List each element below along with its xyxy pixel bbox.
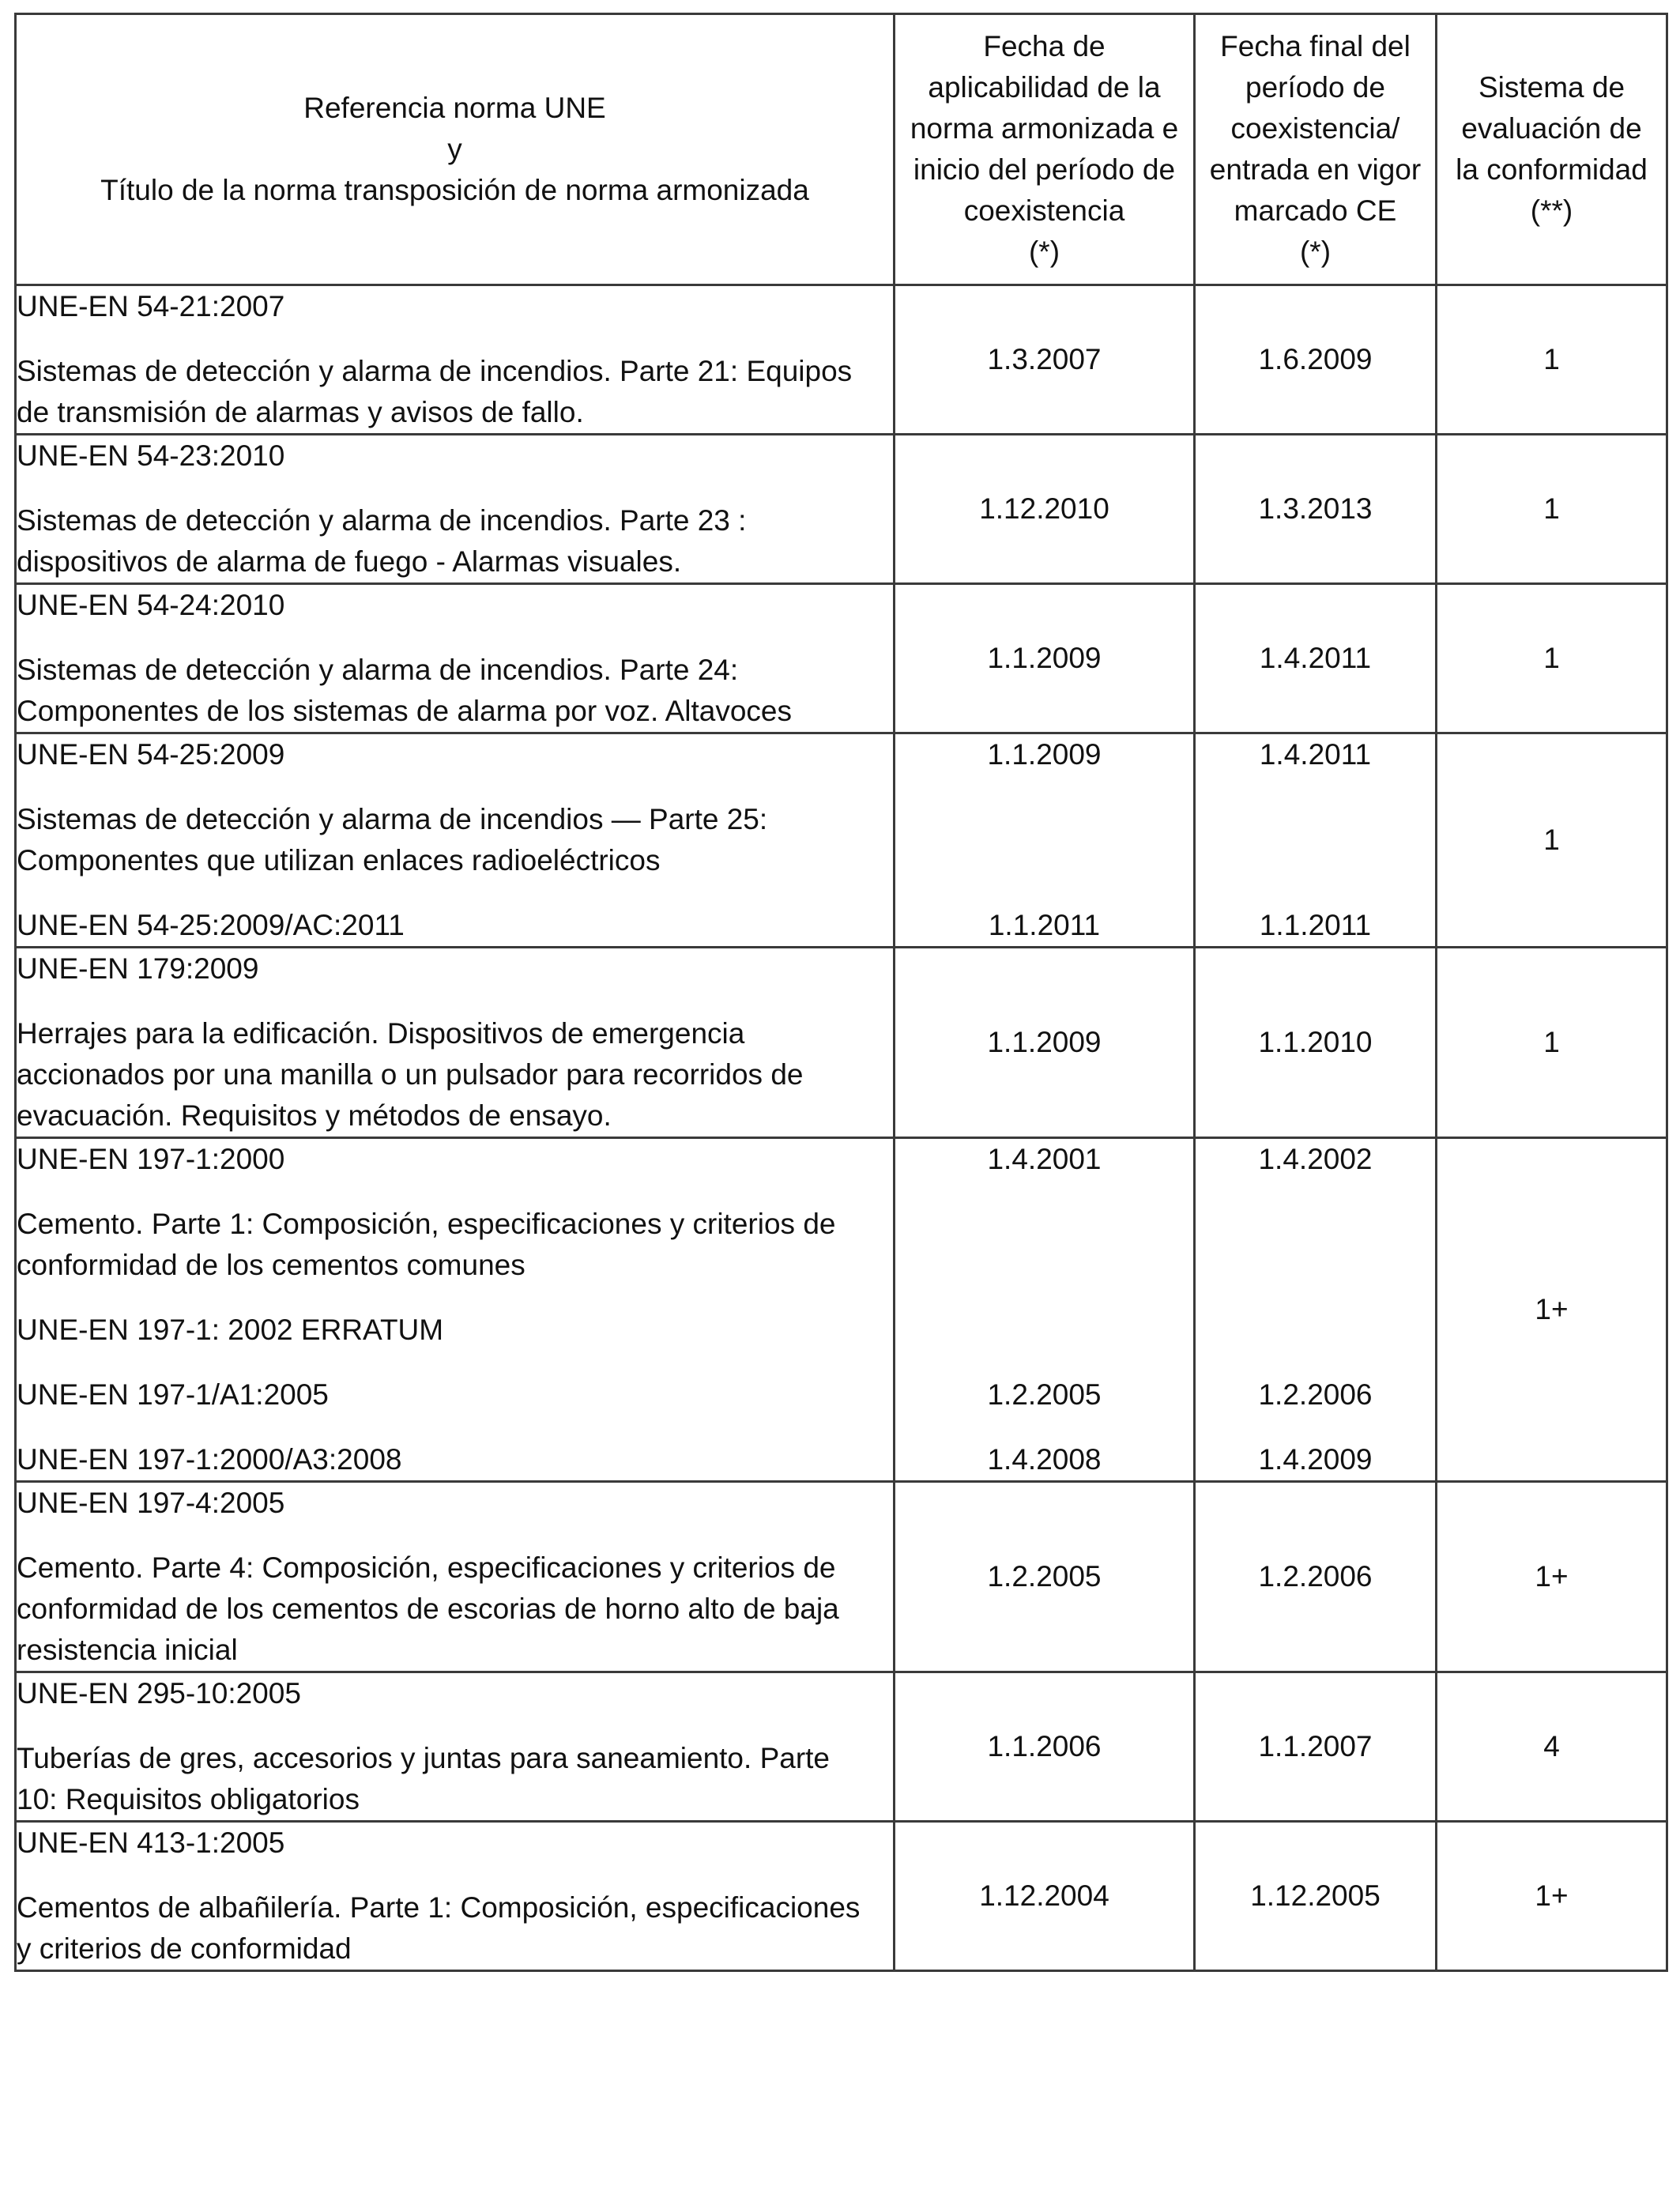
standard-title-line: de transmisión de alarmas y avisos de fallo. (17, 396, 584, 428)
standard-title-line: conformidad de los cementos comunes (17, 1249, 525, 1281)
conformity-system-value: 1+ (1535, 1560, 1569, 1593)
applicability-date-value: 1.1.2009 (987, 1026, 1102, 1058)
reference-cell (16, 1672, 895, 1822)
applicability-date-amendment-value: 1.1.2011 (988, 909, 1101, 941)
conformity-system-cell (1437, 435, 1667, 584)
reference-cell (16, 1482, 895, 1672)
standards-table (14, 13, 1668, 1972)
header-date1-line: coexistencia (963, 194, 1125, 227)
header-date2-line: marcado CE (1234, 194, 1397, 227)
applicability-date-cell (895, 435, 1195, 584)
standard-title-line: dispositivos de alarma de fuego - Alarmas visuales. (17, 545, 682, 578)
header-date1-line: norma armonizada e (910, 112, 1179, 145)
header-conformity-system (1437, 14, 1667, 285)
standard-title-line: Componentes de los sistemas de alarma por voz. Altavoces (17, 695, 792, 727)
header-date2-line: período de (1245, 71, 1385, 104)
standard-title-line: Cemento. Parte 1: Composición, especificaciones y criterios de (17, 1208, 836, 1240)
applicability-date-cell (895, 285, 1195, 435)
standard-title-line: y criterios de conformidad (17, 1932, 352, 1965)
reference-cell (16, 285, 895, 435)
applicability-date-cell (895, 1672, 1195, 1822)
reference-cell (16, 1822, 895, 1971)
table-row (16, 285, 1667, 435)
end-coexistence-date-value: 1.2.2006 (1258, 1560, 1373, 1593)
reference-cell (16, 435, 895, 584)
conformity-system-cell (1437, 1138, 1667, 1482)
standard-title-line: resistencia inicial (17, 1634, 238, 1666)
end-coexistence-date-value: 1.4.2011 (1259, 738, 1372, 771)
table-row (16, 1672, 1667, 1822)
applicability-date-value: 1.1.2009 (987, 642, 1102, 674)
conformity-system-cell (1437, 948, 1667, 1138)
reference-cell (16, 584, 895, 733)
header-date1-line: (*) (1028, 236, 1060, 268)
header-reference-line: Referencia norma UNE (303, 92, 606, 124)
standard-title-line: Sistemas de detección y alarma de incendios. Parte 24: (17, 654, 739, 686)
applicability-date-amendment-value: 1.2.2005 (987, 1378, 1102, 1411)
header-reference-line: Título de la norma transposición de norma armonizada (100, 174, 809, 206)
header-date1-line: inicio del período de (913, 153, 1176, 186)
amendment-code: UNE-EN 197-1: 2002 ERRATUM (17, 1314, 444, 1346)
end-coexistence-date-amendment-value: 1.2.2006 (1258, 1378, 1373, 1411)
standard-code: UNE-EN 54-24:2010 (17, 589, 285, 621)
reference-cell (16, 1138, 895, 1482)
table-row (16, 435, 1667, 584)
standard-title-line: Componentes que utilizan enlaces radioeléctricos (17, 844, 661, 876)
standard-title-line: 10: Requisitos obligatorios (17, 1783, 360, 1815)
end-coexistence-date-amendment-value: 1.1.2011 (1259, 909, 1372, 941)
end-coexistence-date-cell (1195, 1822, 1437, 1971)
header-date2-line: coexistencia/ (1230, 112, 1400, 145)
standard-title-line: Sistemas de detección y alarma de incendios — Parte 25: (17, 803, 768, 835)
standard-code: UNE-EN 54-21:2007 (17, 290, 285, 322)
header-sys-line: evaluación de (1461, 112, 1642, 145)
end-coexistence-date-value: 1.3.2013 (1258, 492, 1373, 525)
applicability-date-value: 1.3.2007 (987, 343, 1102, 375)
standard-title-line: Cementos de albañilería. Parte 1: Composición, especificaciones (17, 1891, 861, 1924)
standard-code: UNE-EN 54-25:2009 (17, 738, 285, 771)
applicability-date-value: 1.1.2006 (987, 1730, 1102, 1762)
end-coexistence-date-value: 1.4.2002 (1258, 1143, 1373, 1175)
standard-code: UNE-EN 197-1:2000 (17, 1143, 285, 1175)
conformity-system-value: 1 (1543, 824, 1560, 856)
standard-title-line: Herrajes para la edificación. Dispositivos de emergencia (17, 1017, 745, 1050)
end-coexistence-date-cell (1195, 948, 1437, 1138)
reference-cell (16, 948, 895, 1138)
standard-title-line: Sistemas de detección y alarma de incendios. Parte 21: Equipos (17, 355, 853, 387)
end-coexistence-date-value: 1.4.2011 (1259, 642, 1372, 674)
header-reference (16, 14, 895, 285)
header-end-coexistence-date (1195, 14, 1437, 285)
conformity-system-cell (1437, 285, 1667, 435)
header-sys-line: (**) (1530, 194, 1573, 227)
table-row (16, 948, 1667, 1138)
applicability-date-amendment-value: 1.4.2008 (987, 1443, 1102, 1476)
table-row (16, 733, 1667, 948)
standard-code: UNE-EN 295-10:2005 (17, 1677, 301, 1710)
applicability-date-cell (895, 584, 1195, 733)
table-row (16, 1822, 1667, 1971)
end-coexistence-date-amendment-value (1196, 1310, 1435, 1351)
applicability-date-cell (895, 1822, 1195, 1971)
amendment-code: UNE-EN 197-1/A1:2005 (17, 1378, 329, 1411)
applicability-date-value: 1.12.2010 (979, 492, 1109, 525)
table-row (16, 1482, 1667, 1672)
end-coexistence-date-value: 1.1.2007 (1258, 1730, 1373, 1762)
table-body (16, 285, 1667, 1971)
conformity-system-value: 1+ (1535, 1879, 1569, 1912)
header-date2-line: (*) (1299, 236, 1332, 268)
end-coexistence-date-cell (1195, 1482, 1437, 1672)
end-coexistence-date-cell (1195, 733, 1437, 948)
standard-title-line: accionados por una manilla o un pulsador para recorridos de (17, 1058, 804, 1091)
standard-title-line: Cemento. Parte 4: Composición, especificaciones y criterios de (17, 1551, 836, 1584)
table-row (16, 1138, 1667, 1482)
applicability-date-cell (895, 1138, 1195, 1482)
header-date1-line: aplicabilidad de la (928, 71, 1161, 104)
header-date1-line: Fecha de (983, 30, 1106, 62)
conformity-system-value: 1 (1543, 492, 1560, 525)
header-row (16, 14, 1667, 285)
conformity-system-cell (1437, 584, 1667, 733)
end-coexistence-date-amendment-value: 1.4.2009 (1258, 1443, 1373, 1476)
header-date2-line: Fecha final del (1220, 30, 1411, 62)
conformity-system-cell (1437, 1482, 1667, 1672)
header-reference-line: y (447, 133, 462, 165)
applicability-date-value: 1.2.2005 (987, 1560, 1102, 1593)
conformity-system-value: 1 (1543, 642, 1560, 674)
end-coexistence-date-cell (1195, 1672, 1437, 1822)
standard-title-line: evacuación. Requisitos y métodos de ensayo. (17, 1099, 612, 1132)
applicability-date-cell (895, 948, 1195, 1138)
amendment-code: UNE-EN 197-1:2000/A3:2008 (17, 1443, 402, 1476)
applicability-date-value: 1.12.2004 (979, 1879, 1109, 1912)
applicability-date-cell (895, 1482, 1195, 1672)
conformity-system-value: 4 (1543, 1730, 1560, 1762)
conformity-system-cell (1437, 1822, 1667, 1971)
end-coexistence-date-value: 1.6.2009 (1258, 343, 1373, 375)
conformity-system-value: 1 (1543, 343, 1560, 375)
end-coexistence-date-cell (1195, 584, 1437, 733)
conformity-system-cell (1437, 1672, 1667, 1822)
standard-code: UNE-EN 179:2009 (17, 952, 259, 985)
header-date2-line: entrada en vigor (1209, 153, 1422, 186)
standard-title-line: Tuberías de gres, accesorios y juntas para saneamiento. Parte (17, 1742, 831, 1774)
applicability-date-value: 1.4.2001 (987, 1143, 1102, 1175)
header-sys-line: la conformidad (1456, 153, 1648, 186)
header-applicability-date (895, 14, 1195, 285)
applicability-date-value: 1.1.2009 (987, 738, 1102, 771)
standard-code: UNE-EN 54-23:2010 (17, 439, 285, 472)
end-coexistence-date-value: 1.1.2010 (1258, 1026, 1373, 1058)
end-coexistence-date-cell (1195, 285, 1437, 435)
header-sys-line: Sistema de (1478, 71, 1625, 104)
standard-code: UNE-EN 413-1:2005 (17, 1826, 285, 1859)
conformity-system-value: 1 (1543, 1026, 1560, 1058)
conformity-system-value: 1+ (1535, 1293, 1569, 1325)
end-coexistence-date-cell (1195, 435, 1437, 584)
applicability-date-cell (895, 733, 1195, 948)
standard-title-line: conformidad de los cementos de escorias de horno alto de baja (17, 1593, 839, 1625)
standard-title-line: Sistemas de detección y alarma de incendios. Parte 23 : (17, 504, 747, 537)
end-coexistence-date-cell (1195, 1138, 1437, 1482)
reference-cell (16, 733, 895, 948)
applicability-date-amendment-value (895, 1310, 1193, 1351)
end-coexistence-date-value: 1.12.2005 (1250, 1879, 1381, 1912)
amendment-code: UNE-EN 54-25:2009/AC:2011 (17, 909, 405, 941)
standard-code: UNE-EN 197-4:2005 (17, 1487, 285, 1519)
conformity-system-cell (1437, 733, 1667, 948)
table-row (16, 584, 1667, 733)
